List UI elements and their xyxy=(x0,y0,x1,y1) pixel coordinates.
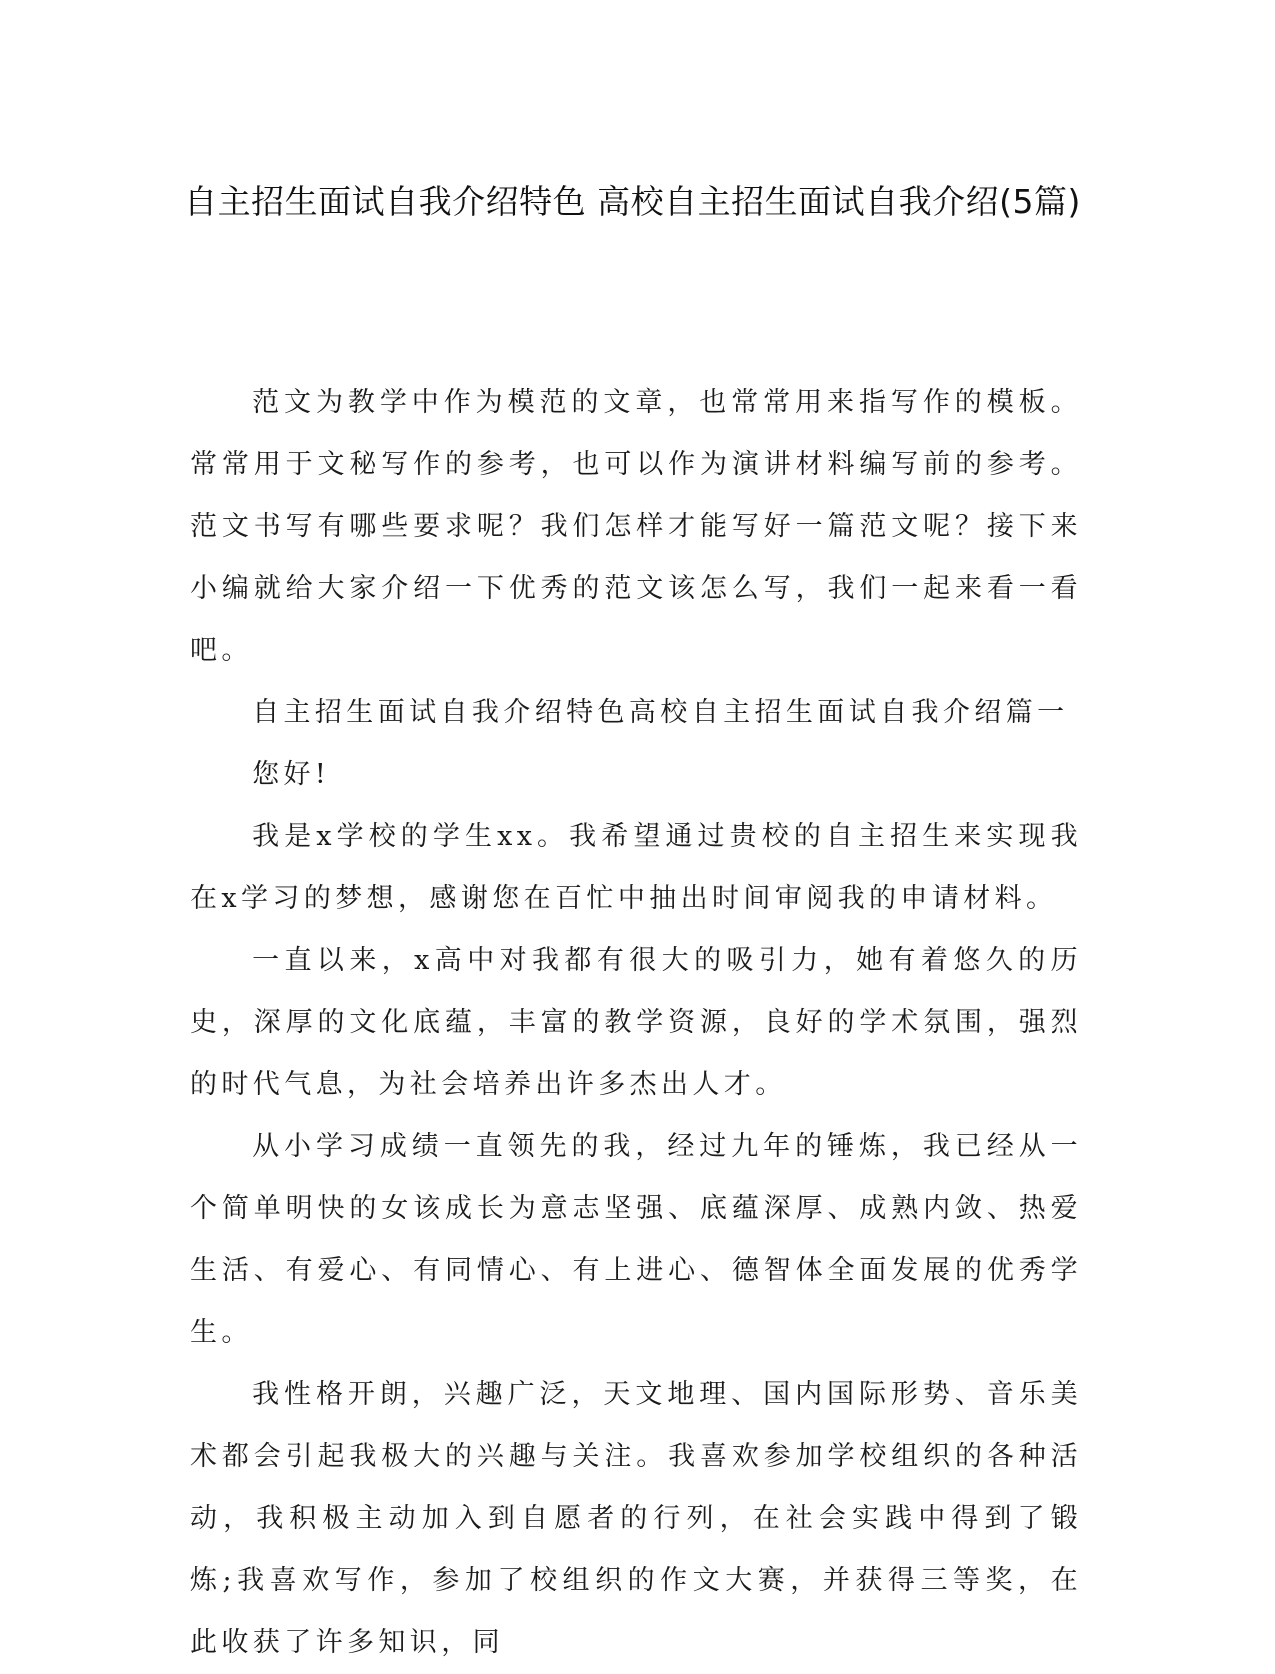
paragraph-school: 一直以来，x高中对我都有很大的吸引力，她有着悠久的历史，深厚的文化底蕴，丰富的教学资源，良好的学术氛围，强烈的时代气息，为社会培养出许多杰出人才。 xyxy=(190,945,1082,1100)
paragraph-greeting: 您好! xyxy=(252,759,331,790)
paragraph-self-intro: 我是x学校的学生xx。我希望通过贵校的自主招生来实现我在x学习的梦想，感谢您在百忙中抽出时间审阅我的申请材料。 xyxy=(190,821,1082,914)
paragraph-growth: 从小学习成绩一直领先的我，经过九年的锤炼，我已经从一个简单明快的女该成长为意志坚强、底蕴深厚、成熟内敛、热爱生活、有爱心、有同情心、有上进心、德智体全面发展的优秀学生。 xyxy=(190,1131,1082,1348)
paragraph-intro: 范文为教学中作为模范的文章，也常常用来指写作的模板。常常用于文秘写作的参考，也可以作为演讲材料编写前的参考。范文书写有哪些要求呢？我们怎样才能写好一篇范文呢？接下来小编就给大家介绍一下优秀的范文该怎么写，我们一起来看一看吧。 xyxy=(190,387,1082,666)
document-body xyxy=(190,372,1082,1674)
document-title: 自主招生面试自我介绍特色 高校自主招生面试自我介绍(5篇) xyxy=(184,182,1081,221)
paragraph-interests: 我性格开朗，兴趣广泛，天文地理、国内国际形势、音乐美术都会引起我极大的兴趣与关注。我喜欢参加学校组织的各种活动，我积极主动加入到自愿者的行列，在社会实践中得到了锻炼;我喜欢写作，参加了校组织的作文大赛，并获得三等奖，在此收获了许多知识，同 xyxy=(190,1379,1082,1658)
paragraph-section-heading: 自主招生面试自我介绍特色高校自主招生面试自我介绍篇一 xyxy=(252,697,1069,728)
